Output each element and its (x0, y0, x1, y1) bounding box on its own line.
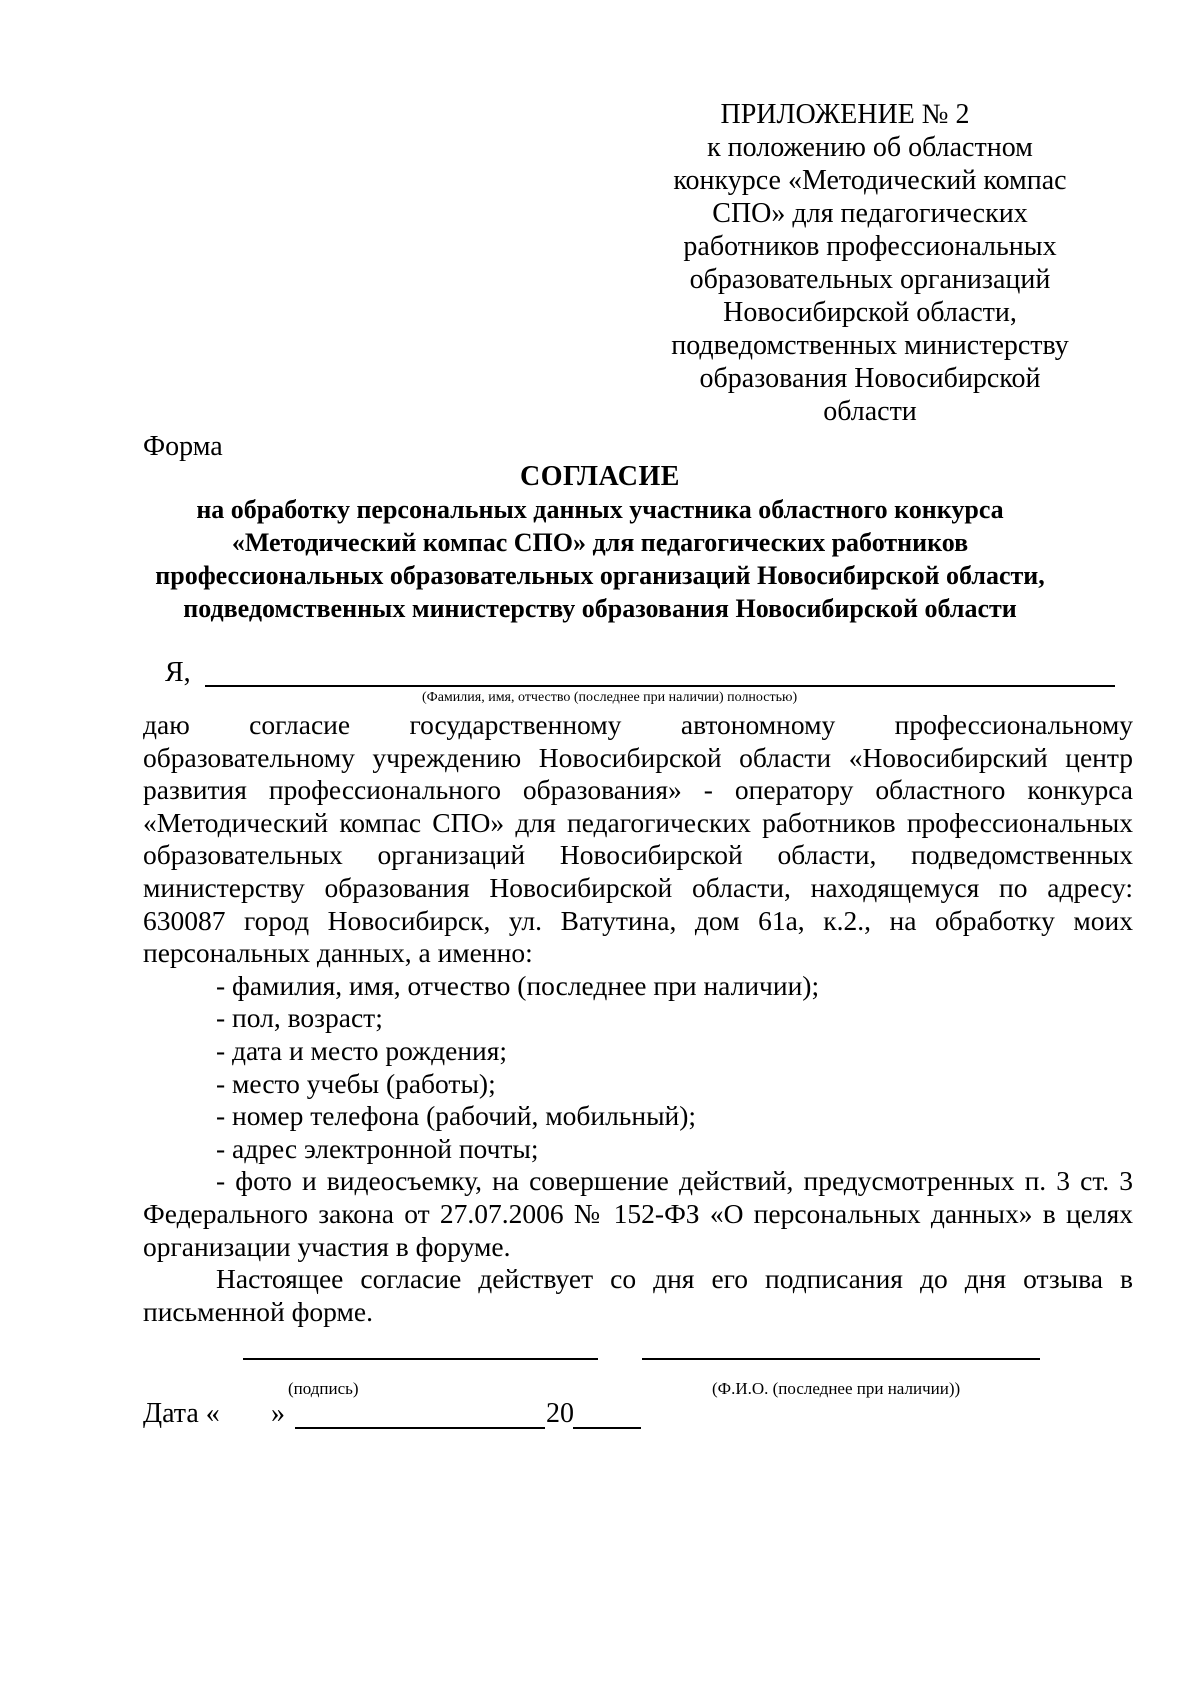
date-year-prefix: 20 (546, 1398, 574, 1429)
consent-subtitle-line: профессиональных образовательных организаций Новосибирской области, (155, 561, 1045, 590)
appendix-line: области (823, 396, 917, 427)
consent-body (143, 709, 1133, 1328)
appendix-line: СПО» для педагогических (712, 198, 1028, 229)
signature-hint: (подпись) (288, 1379, 359, 1398)
date-row (143, 1397, 743, 1433)
date-label: Дата « (143, 1398, 220, 1429)
consent-intro: даю согласие государственному автономному профессиональному образовательному учреждению Новосибирской области «Новосибирский центр развития профессионального образования» - оператору областного конкурса «Методический компас СПО» для педагогических работников профессиональных образовательных организаций Новосибирской области, подведомственных министерству образования Новосибирской области, находящемуся по адресу: 630087 город Новосибирск, ул. Ватутина, дом 61а, к.2., на обработку моих персональных данных, а именно: (143, 709, 1133, 969)
consent-subtitle-line: подведомственных министерству образования Новосибирской области (183, 594, 1017, 623)
consent-subtitle-line: «Методический компас СПО» для педагогических работников (231, 528, 969, 557)
data-list-item-last: - фото и видеосъемку, на совершение действий, предусмотренных п. 3 ст. 3 Федерального закона от 27.07.2006 № 152-ФЗ «О персональных данных» в целях организации участия в форуме. (143, 1165, 1133, 1262)
signature-field[interactable] (243, 1358, 598, 1360)
consent-subtitle-line: на обработку персональных данных участника областного конкурса (196, 495, 1004, 524)
appendix-line: образования Новосибирской (699, 363, 1041, 394)
consent-title: СОГЛАСИЕ (520, 461, 680, 492)
data-list-item: - пол, возраст; (216, 1002, 383, 1034)
name-prefix: Я, (165, 657, 191, 688)
form-label: Форма (143, 431, 223, 462)
data-list-item: - дата и место рождения; (216, 1034, 508, 1066)
name-field-hint: (Фамилия, имя, отчество (последнее при наличии) полностью) (422, 690, 798, 705)
data-list-item: - место учебы (работы); (216, 1067, 496, 1099)
appendix-line: конкурсе «Методический компас (673, 165, 1067, 196)
data-list-item: - фамилия, имя, отчество (последнее при наличии); (216, 969, 820, 1001)
appendix-header (660, 98, 1080, 428)
appendix-line: Новосибирской области, (723, 297, 1017, 328)
appendix-line: подведомственных министерству (671, 330, 1069, 361)
full-name-field[interactable] (205, 685, 1115, 687)
appendix-line: работников профессиональных (683, 231, 1057, 262)
name-row (165, 656, 1125, 690)
fio-field[interactable] (642, 1358, 1040, 1360)
date-year-field[interactable] (573, 1427, 641, 1429)
data-list-item: - номер телефона (рабочий, мобильный); (216, 1100, 697, 1132)
appendix-line: к положению об областном (707, 132, 1033, 163)
fio-hint: (Ф.И.О. (последнее при наличии)) (712, 1379, 961, 1398)
appendix-title: ПРИЛОЖЕНИЕ № 2 (720, 99, 970, 130)
date-close-quote: » (271, 1398, 285, 1429)
data-list-item: - адрес электронной почты; (216, 1132, 539, 1164)
consent-heading (120, 460, 1080, 625)
consent-validity: Настоящее согласие действует со дня его подписания до дня отзыва в письменной форме. (143, 1263, 1133, 1327)
date-month-field[interactable] (295, 1427, 545, 1429)
appendix-line: образовательных организаций (689, 264, 1051, 295)
